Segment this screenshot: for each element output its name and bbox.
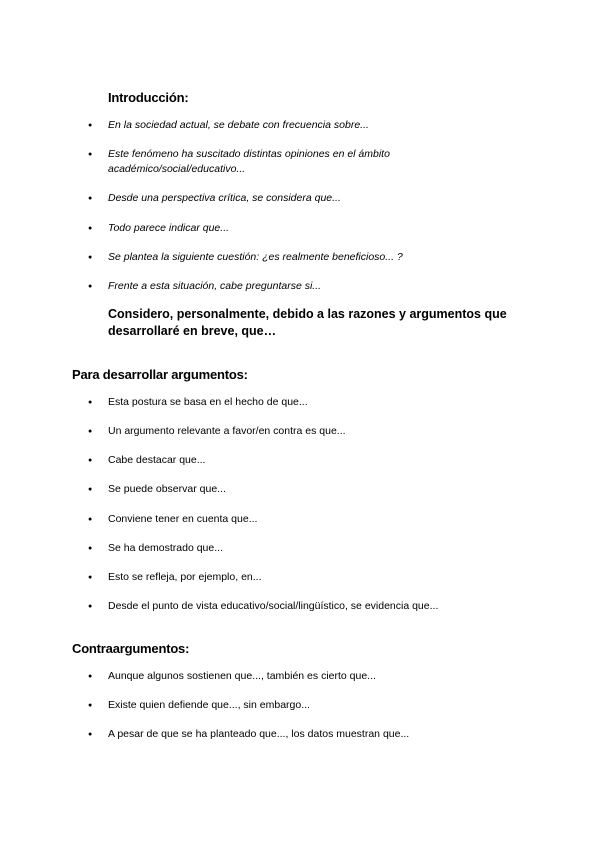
intro-item: ● Desde una perspectiva crítica, se considera que... <box>108 191 538 206</box>
intro-item: ● Frente a esta situación, cabe preguntarse si... <box>108 279 538 294</box>
counterargument-item: ● Aunque algunos sostienen que..., también es cierto que... <box>108 669 538 684</box>
counterargument-item: ● A pesar de que se ha planteado que..., los datos muestran que... <box>108 727 538 742</box>
argument-item: ● Conviene tener en cuenta que... <box>108 512 538 527</box>
counterargument-item: ● Existe quien defiende que..., sin embargo... <box>108 698 538 713</box>
introduction-heading: Introducción: <box>108 90 189 105</box>
argument-item: ● Un argumento relevante a favor/en contra es que... <box>108 424 538 439</box>
counterarguments-heading: Contraargumentos: <box>72 641 190 656</box>
intro-item: ● Todo parece indicar que... <box>108 221 538 236</box>
argument-item: ● Se puede observar que... <box>108 482 538 497</box>
intro-item: ● Se plantea la siguiente cuestión: ¿es realmente beneficioso... ? <box>108 250 538 265</box>
intro-item: ● Este fenómeno ha suscitado distintas opiniones en el ámbito académico/social/educativo... <box>108 147 428 177</box>
argument-item: ● Esto se refleja, por ejemplo, en... <box>108 570 538 585</box>
personal-statement: Considero, personalmente, debido a las razones y argumentos que desarrollaré en breve, que… <box>108 307 507 338</box>
intro-item: ● En la sociedad actual, se debate con frecuencia sobre... <box>108 118 538 133</box>
argument-item: ● Cabe destacar que... <box>108 453 538 468</box>
argument-item: ● Desde el punto de vista educativo/social/lingüístico, se evidencia que... <box>108 599 538 614</box>
argument-item: ● Se ha demostrado que... <box>108 541 538 556</box>
arguments-heading: Para desarrollar argumentos: <box>72 367 248 382</box>
argument-item: ● Esta postura se basa en el hecho de que... <box>108 395 538 410</box>
